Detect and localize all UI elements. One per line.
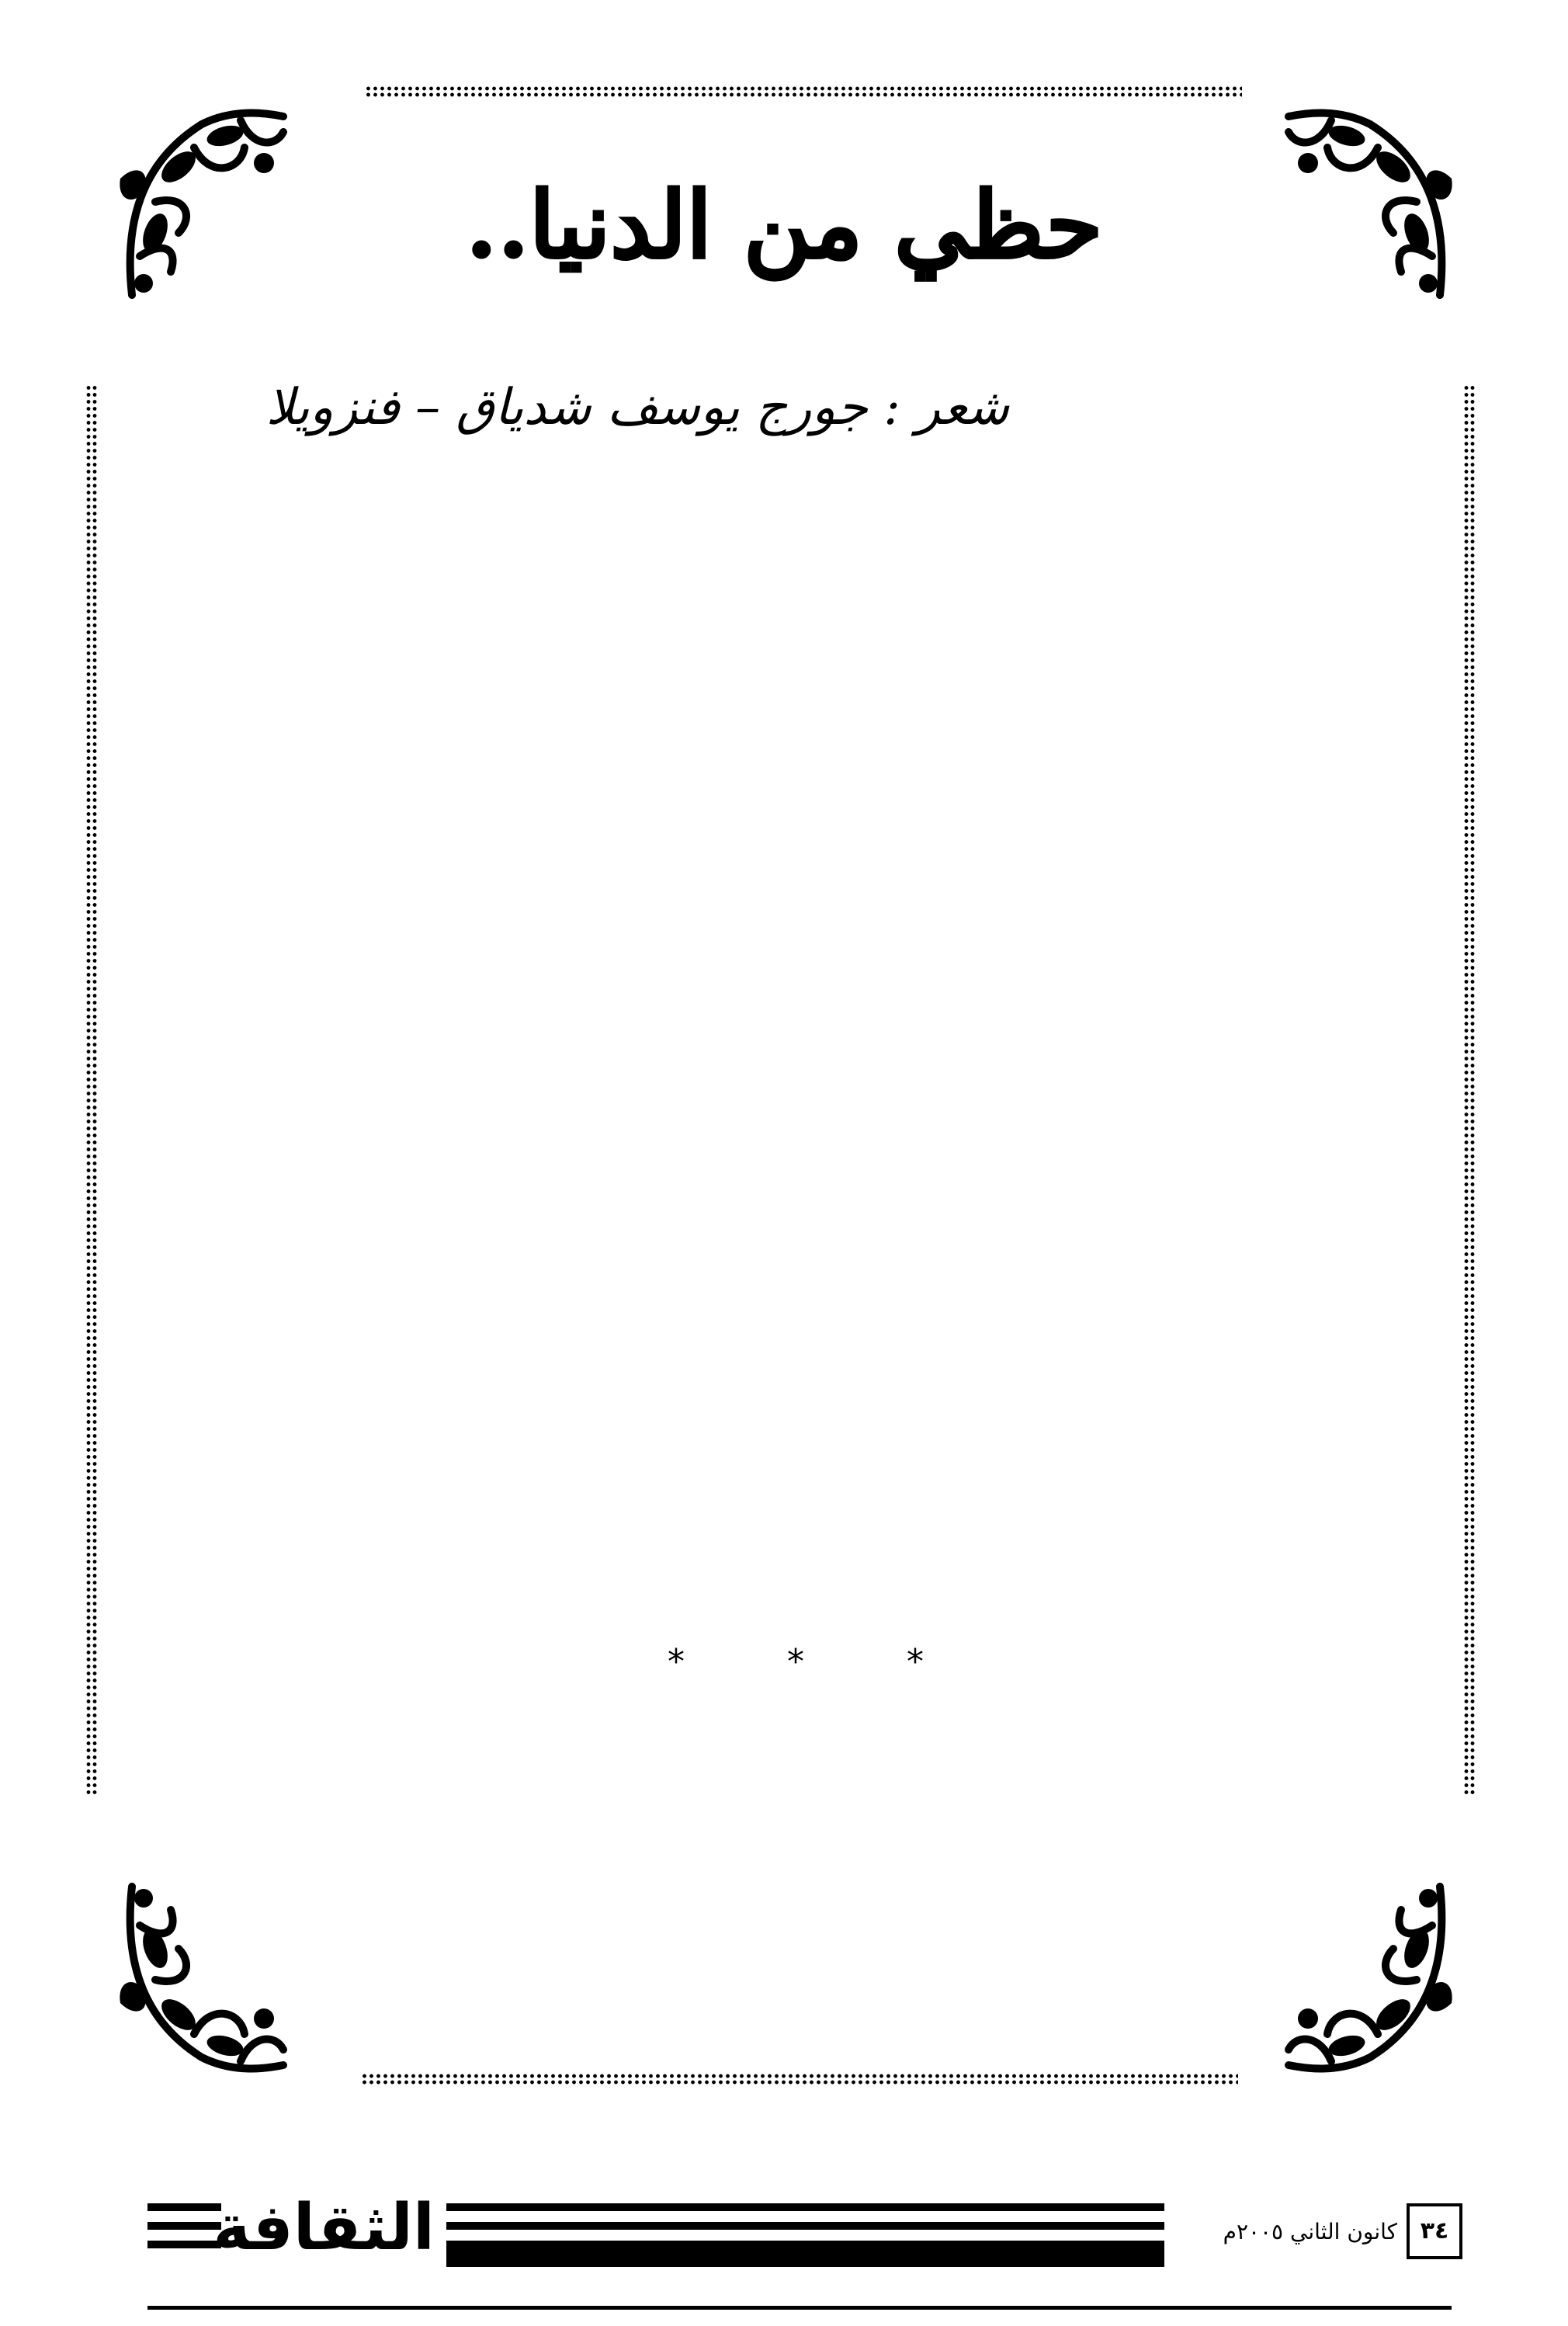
frame-left-border — [85, 384, 98, 1797]
footer-bar-right — [446, 2222, 1164, 2230]
ornament-corner-top-left-icon — [109, 93, 295, 311]
footer-bar-right — [446, 2203, 1164, 2211]
separator-star: * — [787, 1641, 804, 1682]
footer-rule — [147, 2306, 1452, 2310]
footer-bar-left — [147, 2222, 221, 2230]
footer-bar-left — [147, 2241, 221, 2248]
ornament-corner-bottom-right-icon — [1277, 1871, 1463, 2088]
poem-title: حظي من الدنيا.. — [465, 171, 1103, 279]
ornament-corner-top-right-icon — [1277, 93, 1463, 311]
frame-top-border — [365, 85, 1242, 98]
separator-star: * — [668, 1641, 685, 1682]
issue-date: كانون الثاني ٢٠٠٥م — [1223, 2219, 1397, 2244]
magazine-logo: الثقافة — [213, 2191, 435, 2265]
page-number: ٣٤ — [1407, 2203, 1462, 2259]
separator-star: * — [907, 1641, 924, 1682]
poem-author: شعر : جورج يوسف شدياق – فنزويلا — [265, 379, 1009, 436]
frame-right-border — [1463, 384, 1476, 1797]
ornament-corner-bottom-left-icon — [109, 1871, 295, 2088]
section-separator — [668, 1638, 924, 1685]
footer-bar-right — [446, 2241, 1164, 2267]
footer-bar-left — [147, 2203, 221, 2211]
frame-bottom-border — [361, 2073, 1238, 2085]
